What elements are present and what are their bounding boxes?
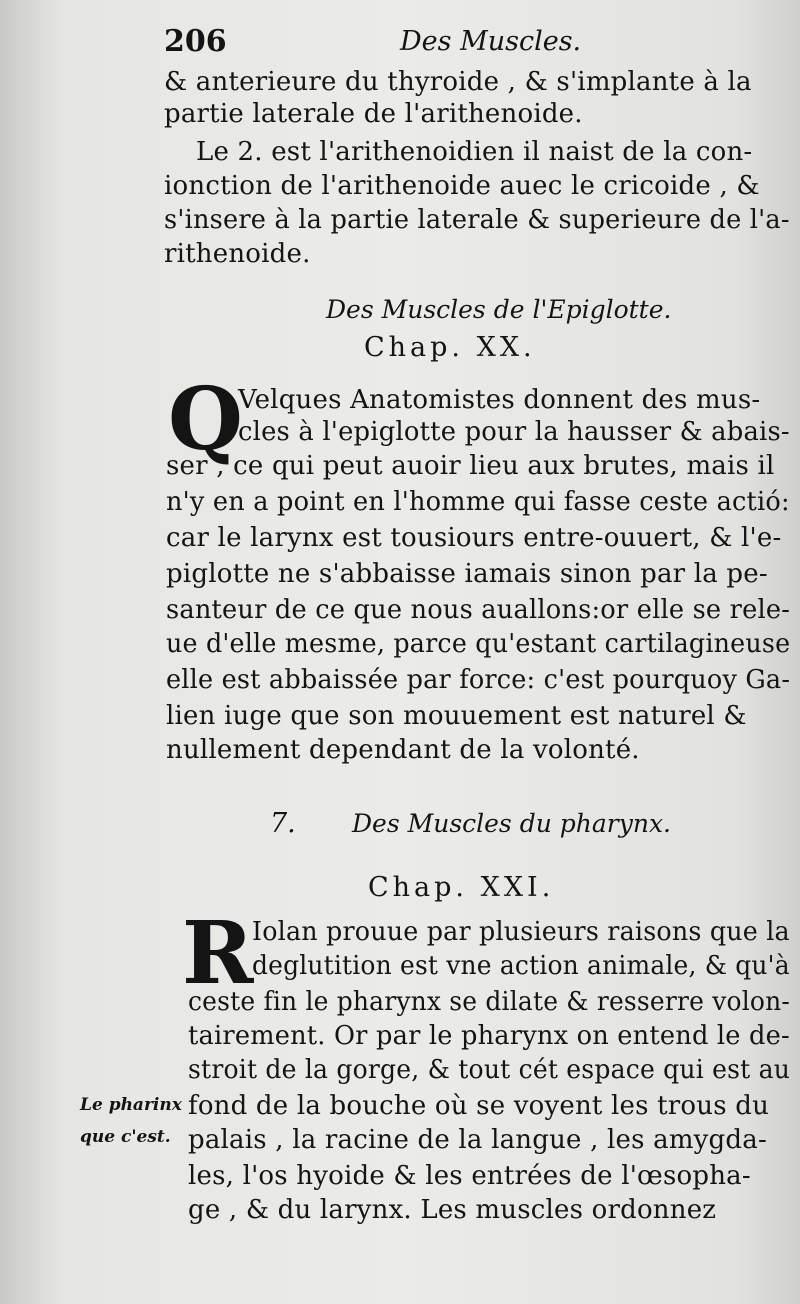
chapter-subtitle: Des Muscles de l'Epiglotte. [326, 295, 672, 324]
text-line: ser , ce qui peut auoir lieu aux brutes, mais il [166, 451, 775, 481]
drop-cap: Q [168, 369, 243, 470]
text-line: elle est abbaissée par force: c'est pourquoy Ga- [166, 665, 791, 695]
text-line: nullement dependant de la volonté. [166, 735, 640, 765]
text-line: tairement. Or par le pharynx on entend le de- [188, 1021, 790, 1051]
text-line: fond de la bouche où se voyent les trous du [188, 1091, 770, 1121]
text-line: s'insere à la partie laterale & superieure de l'a- [164, 205, 790, 235]
text-line: les, l'os hyoide & les entrées de l'œsopha- [188, 1161, 751, 1191]
text-line: n'y en a point en l'homme qui fasse ceste actió: [166, 487, 790, 517]
text-line: ionction de l'arithenoide auec le cricoide , & [164, 171, 760, 201]
text-line: cles à l'epiglotte pour la hausser & abais- [238, 417, 790, 447]
text-line: ue d'elle mesme, parce qu'estant cartilagineuse [166, 629, 791, 659]
text-line: piglotte ne s'abbaisse iamais sinon par la pe- [166, 559, 768, 589]
text-line: rithenoide. [164, 239, 311, 269]
chapter-heading: Chap. XX. [364, 332, 536, 363]
text-line: Velques Anatomistes donnent des mus- [238, 385, 761, 415]
running-head: Des Muscles. [400, 26, 582, 57]
text-line: & anterieure du thyroide , & s'implante à la [164, 67, 752, 97]
text-line: deglutition est vne action animale, & qu'à [252, 951, 790, 981]
margin-note-line: que c'est. [80, 1127, 171, 1147]
drop-cap: R [182, 903, 254, 1004]
text-line: palais , la racine de la langue , les amygda- [188, 1125, 767, 1155]
text-line: Le 2. est l'arithenoidien il naist de la con- [196, 137, 753, 167]
text-line: partie laterale de l'arithenoide. [164, 99, 583, 129]
text-line: car le larynx est tousiours entre-ouuert, & l'e- [166, 523, 782, 553]
text-line: ceste fin le pharynx se dilate & resserre volon- [188, 987, 791, 1017]
text-line: ge , & du larynx. Les muscles ordonnez [188, 1195, 717, 1225]
text-line: Iolan prouue par plusieurs raisons que la [252, 917, 790, 947]
text-line: santeur de ce que nous auallons:or elle se rele- [166, 595, 791, 625]
chapter-subtitle: Des Muscles du pharynx. [352, 809, 671, 838]
margin-note-line: Le pharinx [80, 1095, 182, 1115]
text-line: lien iuge que son mouuement est naturel & [166, 701, 747, 731]
page-header [164, 22, 582, 62]
section-marker: 7. [270, 808, 296, 839]
text-line: stroit de la gorge, & tout cét espace qui est au [188, 1055, 791, 1085]
chapter-heading: Chap. XXI. [368, 872, 555, 903]
page-number: 206 [164, 24, 227, 59]
